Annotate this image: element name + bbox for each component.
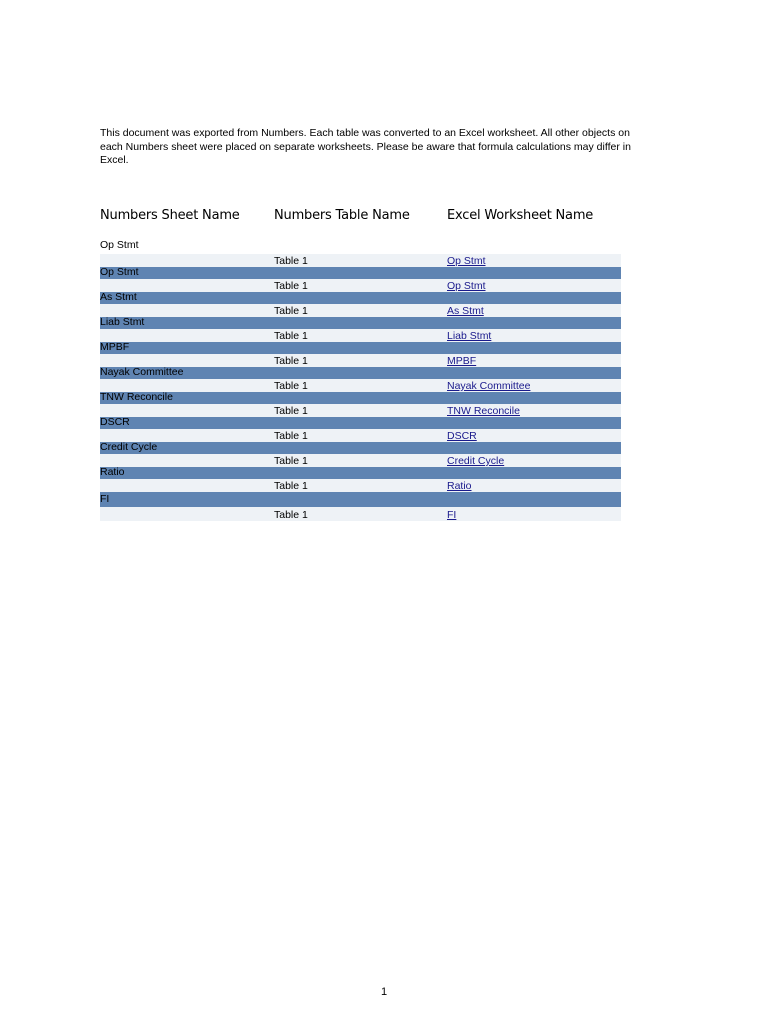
table-row bbox=[100, 404, 621, 417]
worksheet-link[interactable]: Credit Cycle bbox=[447, 455, 505, 467]
table-name-cell: Table 1 bbox=[274, 405, 308, 417]
table-name-cell: Table 1 bbox=[274, 380, 308, 392]
table-row bbox=[100, 479, 621, 492]
worksheet-link[interactable]: DSCR bbox=[447, 430, 477, 442]
worksheet-link[interactable]: Op Stmt bbox=[447, 255, 486, 267]
table-row bbox=[100, 304, 621, 317]
table-row bbox=[100, 254, 621, 267]
worksheet-link[interactable]: FI bbox=[447, 509, 457, 521]
worksheet-link[interactable]: TNW Reconcile bbox=[447, 405, 520, 417]
sheet-row bbox=[100, 292, 621, 304]
sheet-row bbox=[100, 342, 621, 354]
worksheet-link[interactable]: Op Stmt bbox=[447, 280, 486, 292]
table-name-cell: Table 1 bbox=[274, 509, 308, 521]
page-number: 1 bbox=[380, 986, 388, 998]
table-row bbox=[100, 279, 621, 292]
sheet-row bbox=[100, 317, 621, 329]
table-row bbox=[100, 507, 621, 521]
sheet-row bbox=[100, 417, 621, 429]
sheet-index-table bbox=[100, 237, 621, 521]
table-name-cell: Table 1 bbox=[274, 455, 308, 467]
table-name-cell: Table 1 bbox=[274, 255, 308, 267]
sheet-name-cell: Nayak Committee bbox=[100, 366, 184, 378]
sheet-name-cell: Ratio bbox=[100, 466, 125, 478]
sheet-row bbox=[100, 267, 621, 279]
sheet-name-cell: TNW Reconcile bbox=[100, 391, 173, 403]
sheet-row bbox=[100, 237, 621, 254]
sheet-row bbox=[100, 467, 621, 479]
sheet-name-cell: Op Stmt bbox=[100, 266, 139, 278]
worksheet-link[interactable]: MPBF bbox=[447, 355, 477, 367]
worksheet-link[interactable]: As Stmt bbox=[447, 305, 484, 317]
table-header-row bbox=[100, 207, 621, 225]
header-worksheet-name: Excel Worksheet Name bbox=[447, 208, 594, 223]
sheet-row bbox=[100, 392, 621, 404]
sheet-name-cell: Credit Cycle bbox=[100, 441, 158, 453]
table-name-cell: Table 1 bbox=[274, 355, 308, 367]
table-row bbox=[100, 329, 621, 342]
worksheet-link[interactable]: Nayak Committee bbox=[447, 380, 531, 392]
intro-text: This document was exported from Numbers. Each table was converted to an Excel worksheet. All other objects on each Numbers sheet were placed on separate worksheets. Please be aware that formula calculations may differ in Excel. bbox=[100, 127, 631, 166]
worksheet-link[interactable]: Ratio bbox=[447, 480, 472, 492]
header-table-name: Numbers Table Name bbox=[274, 208, 410, 223]
table-row bbox=[100, 454, 621, 467]
table-name-cell: Table 1 bbox=[274, 330, 308, 342]
sheet-row bbox=[100, 442, 621, 454]
table-row bbox=[100, 379, 621, 392]
table-name-cell: Table 1 bbox=[274, 280, 308, 292]
sheet-name-cell: Liab Stmt bbox=[100, 316, 145, 328]
header-sheet-name: Numbers Sheet Name bbox=[100, 208, 240, 223]
table-name-cell: Table 1 bbox=[274, 305, 308, 317]
table-name-cell: Table 1 bbox=[274, 480, 308, 492]
sheet-name-cell: DSCR bbox=[100, 416, 130, 428]
sheet-name-cell: As Stmt bbox=[100, 291, 137, 303]
table-row bbox=[100, 429, 621, 442]
sheet-name-cell: FI bbox=[100, 493, 110, 505]
sheet-row bbox=[100, 367, 621, 379]
sheet-name-cell: MPBF bbox=[100, 341, 130, 353]
table-name-cell: Table 1 bbox=[274, 430, 308, 442]
sheet-row bbox=[100, 492, 621, 507]
worksheet-link[interactable]: Liab Stmt bbox=[447, 330, 492, 342]
sheet-name-cell: Op Stmt bbox=[100, 239, 139, 251]
